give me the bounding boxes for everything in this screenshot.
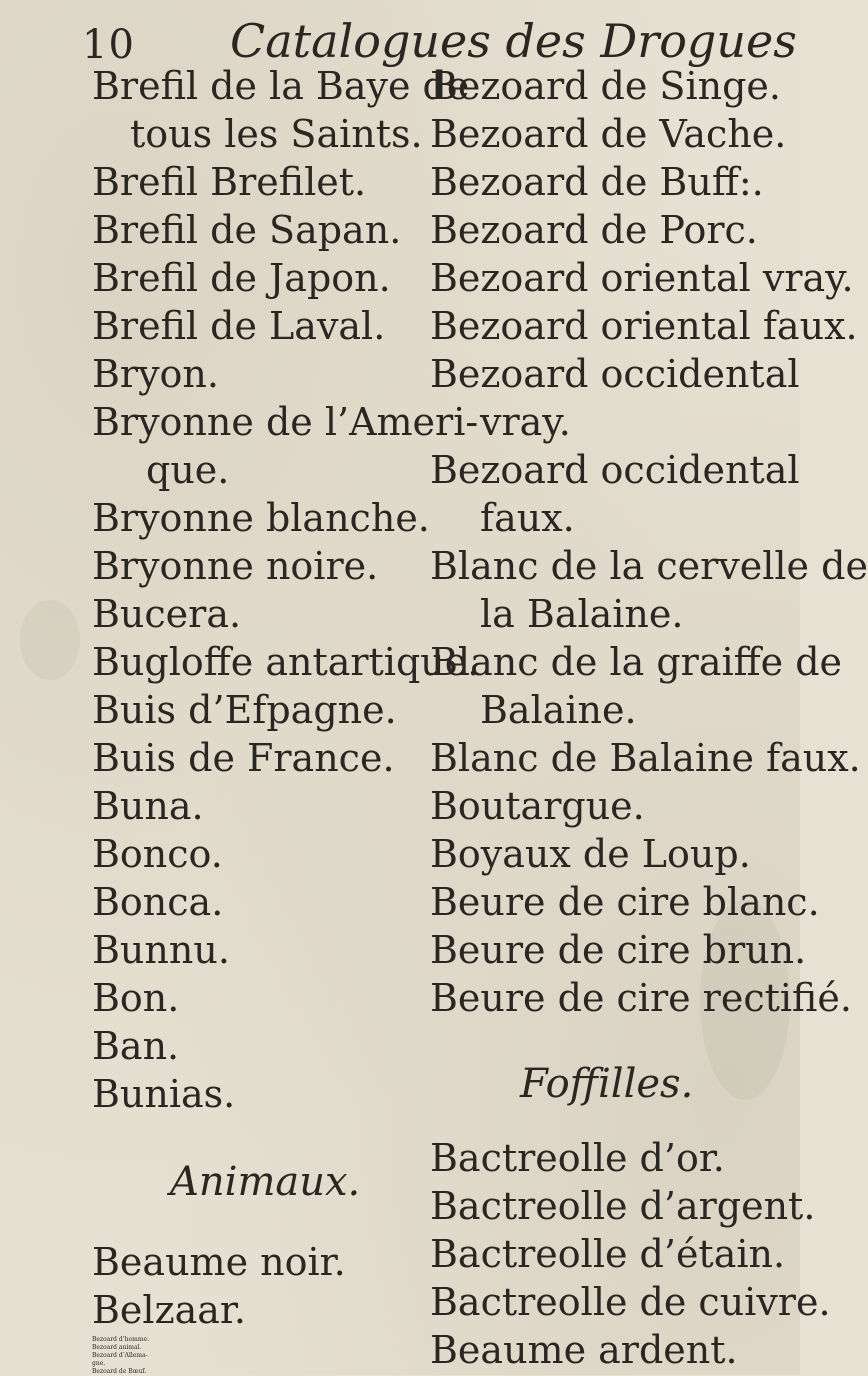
- entry: Bon.: [92, 976, 180, 1020]
- entry: Boyaux de Loup.: [430, 832, 751, 876]
- entry: la Balaine.: [480, 592, 684, 636]
- entry: Bryonne noire.: [92, 544, 379, 588]
- entry: Brefil de la Baye de: [92, 64, 470, 108]
- entry: Bezoard occidental: [430, 448, 800, 492]
- entry: Bactreolle d’étain.: [430, 1232, 786, 1276]
- entry: Buis d’Efpagne.: [92, 688, 397, 732]
- entry: Bezoard occidental: [430, 352, 800, 396]
- entry: Beaume ardent.: [430, 1328, 738, 1372]
- entry: que.: [146, 448, 230, 492]
- running-title: Catalogues des Drogues: [230, 14, 797, 68]
- entry: Blanc de la graiffe de: [430, 640, 843, 684]
- entry: Balaine.: [480, 688, 637, 732]
- entry: Bactreolle de cuivre.: [430, 1280, 831, 1324]
- entry: Beure de cire blanc.: [430, 880, 820, 924]
- entry: Bunnu.: [92, 928, 230, 972]
- entry: Bryon.: [92, 352, 219, 396]
- entry: Bezoard oriental faux.: [430, 304, 858, 348]
- entry: Bugloffe antartique.: [92, 640, 480, 684]
- entry: Bezoard de Bœuf.: [92, 1368, 147, 1375]
- entry: Bunias.: [92, 1072, 236, 1116]
- entry: Bactreolle d’or.: [430, 1136, 725, 1180]
- entry: Bezoard de Porc.: [430, 208, 758, 252]
- entry: Bonca.: [92, 880, 224, 924]
- entry: Blanc de Balaine faux.: [430, 736, 861, 780]
- entry: Belzaar.: [92, 1288, 246, 1332]
- entry: Beure de cire rectifié.: [430, 976, 852, 1020]
- entry: vray.: [480, 400, 571, 444]
- entry: Bezoard de Buff:.: [430, 160, 764, 204]
- entry: Bactreolle d’argent.: [430, 1184, 816, 1228]
- entry: Bonco.: [92, 832, 223, 876]
- entry: Blanc de la cervelle de: [430, 544, 868, 588]
- entry: Bezoard oriental vray.: [430, 256, 854, 300]
- section-heading: Foffilles.: [520, 1061, 694, 1107]
- entry: tous les Saints.: [130, 112, 423, 156]
- entry: Bezoard de Vache.: [430, 112, 787, 156]
- entry: Bucera.: [92, 592, 242, 636]
- entry: faux.: [480, 496, 575, 540]
- entry: Brefil de Sapan.: [92, 208, 402, 252]
- entry: Brefil Brefilet.: [92, 160, 367, 204]
- entry: Bryonne de l’Ameri-: [92, 400, 479, 444]
- section-heading: Animaux.: [170, 1159, 361, 1205]
- entry: Buna.: [92, 784, 204, 828]
- entry: Bezoard d’homme.: [92, 1336, 149, 1343]
- entry: Ban.: [92, 1024, 180, 1068]
- page-number: 10: [82, 22, 135, 68]
- entry: Brefil de Japon.: [92, 256, 391, 300]
- entry: gne.: [92, 1360, 106, 1367]
- entry: Bezoard de Singe.: [430, 64, 781, 108]
- entry: Bezoard d’Allema-: [92, 1352, 148, 1359]
- entry: Brefil de Laval.: [92, 304, 386, 348]
- entry: Beaume noir.: [92, 1240, 346, 1284]
- entry: Beure de cire brun.: [430, 928, 807, 972]
- entry: Buis de France.: [92, 736, 395, 780]
- entry: Bezoard animal.: [92, 1344, 142, 1351]
- entry: Bryonne blanche.: [92, 496, 430, 540]
- entry: Boutargue.: [430, 784, 645, 828]
